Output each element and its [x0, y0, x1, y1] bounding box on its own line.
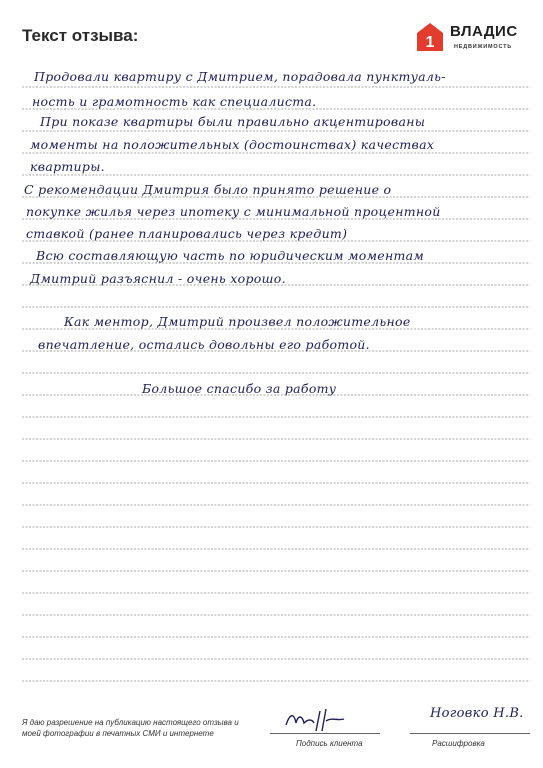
- svg-text:1: 1: [425, 34, 435, 51]
- signature-caption: Подпись клиента: [296, 739, 363, 748]
- publication-consent-text: Я даю разрешение на публикацию настоящего отзыва и моей фотографии в печатных СМИ и интернете: [22, 718, 239, 738]
- review-line: С рекомендации Дмитрия было принято решение о: [24, 182, 392, 197]
- form-title: Текст отзыва:: [22, 26, 139, 45]
- signature-line: [270, 733, 380, 734]
- review-line: Всю составляющую часть по юридическим моментам: [36, 248, 425, 263]
- review-line: Как ментор, Дмитрий произвел положительное: [64, 314, 411, 329]
- logo-brand-name: ВЛАДИС: [450, 23, 518, 40]
- review-line: впечатление, остались довольны его работой.: [38, 337, 370, 352]
- review-line: ность и грамотность как специалиста.: [32, 94, 317, 109]
- decipher-line: [410, 733, 530, 734]
- review-line: Большое спасибо за работу: [142, 381, 337, 396]
- client-name-handwritten: Ноговко Н.В.: [430, 706, 524, 721]
- review-line: моменты на положительных (достоинствах) качествах: [30, 137, 435, 152]
- review-line: ставкой (ранее планировались через кредит): [26, 226, 348, 241]
- review-line: При показе квартиры были правильно акцентированы: [40, 114, 426, 129]
- client-signature: [282, 707, 352, 733]
- review-line: покупке жилья через ипотеку с минимальной процентной: [26, 204, 441, 219]
- review-line: квартиры.: [30, 159, 105, 174]
- review-line: Продовали квартиру с Дмитрием, порадовала пунктуаль-: [34, 69, 446, 84]
- decipher-caption: Расшифровка: [432, 739, 485, 748]
- logo-subtitle: НЕДВИЖИМОСТЬ: [454, 44, 513, 50]
- review-line: Дмитрий разъяснил - очень хорошо.: [30, 271, 286, 286]
